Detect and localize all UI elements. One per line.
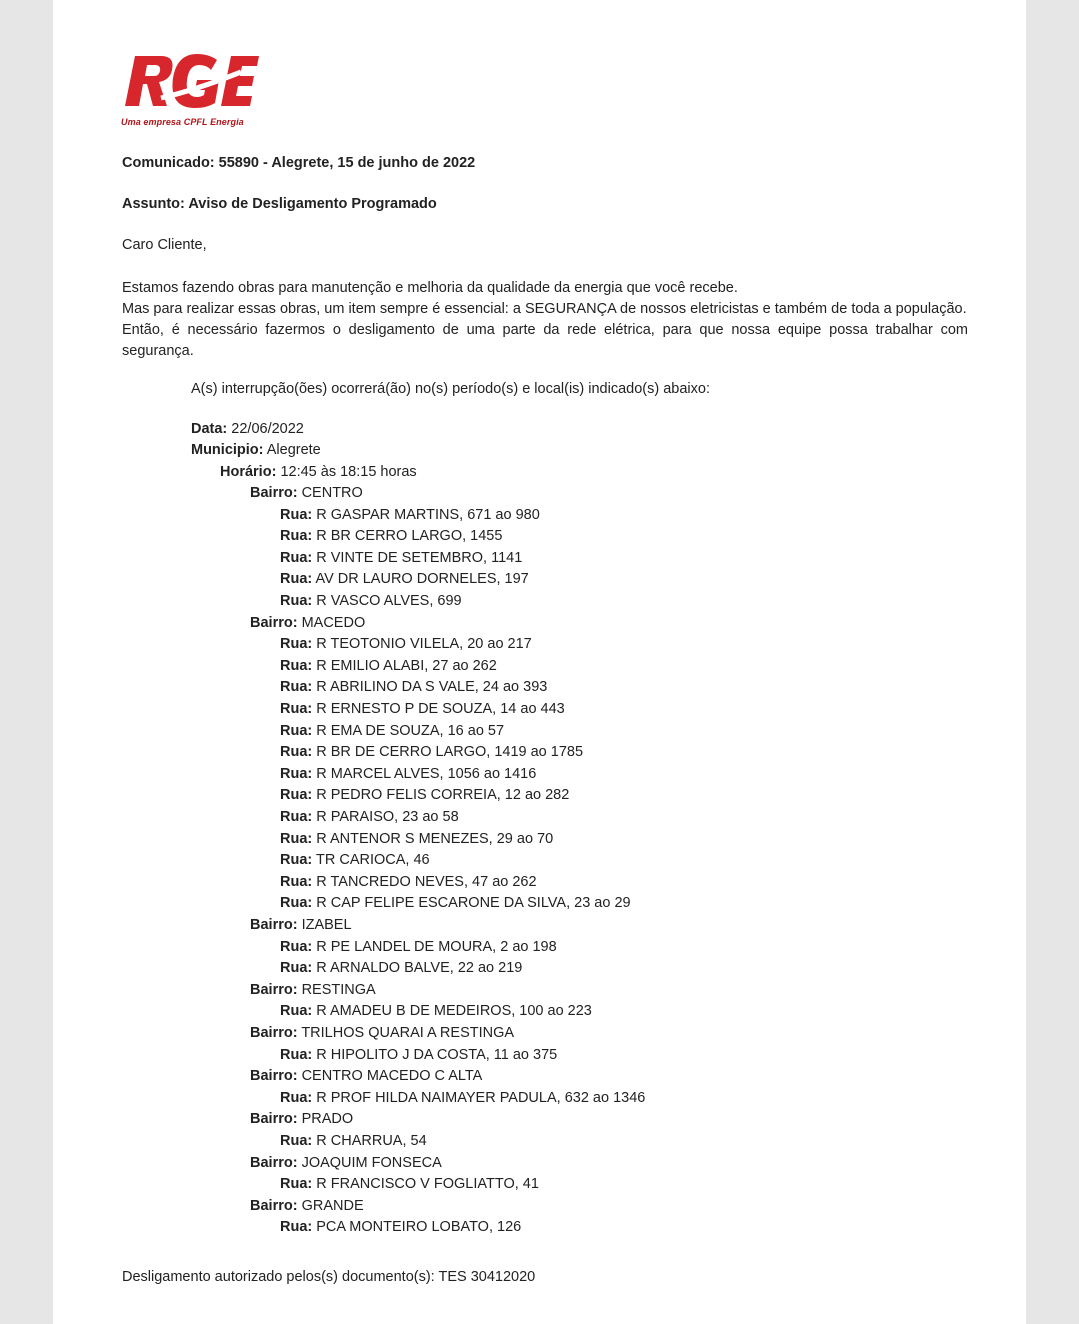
bairro-label: Bairro:	[250, 615, 298, 631]
bairro-label: Bairro:	[250, 1198, 298, 1214]
rua-value: R PEDRO FELIS CORREIA, 12 ao 282	[316, 787, 570, 803]
rua-label: Rua:	[280, 787, 313, 803]
rua-row	[280, 1090, 645, 1106]
horario-label: Horário:	[220, 464, 277, 480]
data-value: 22/06/2022	[231, 421, 304, 437]
body-line-2: Mas para realizar essas obras, um item sempre é essencial: a SEGURANÇA de nossos eletricistas e também de toda a população.	[122, 301, 967, 317]
rua-row	[280, 960, 522, 976]
rua-row	[280, 766, 536, 782]
bairro-name: PRADO	[301, 1111, 354, 1127]
footer-line: Desligamento autorizado pelos(s) documento(s): TES 30412020	[122, 1269, 536, 1285]
bairro-row	[250, 1111, 353, 1127]
bairro-name: CENTRO MACEDO C ALTA	[301, 1068, 483, 1084]
rua-label: Rua:	[280, 831, 313, 847]
rua-label: Rua:	[280, 507, 313, 523]
rua-label: Rua:	[280, 1176, 313, 1192]
rua-value: R GASPAR MARTINS, 671 ao 980	[316, 507, 540, 523]
rua-label: Rua:	[280, 571, 313, 587]
bairro-name: TRILHOS QUARAI A RESTINGA	[301, 1025, 515, 1041]
rua-label: Rua:	[280, 852, 313, 868]
rua-value: AV DR LAURO DORNELES, 197	[315, 571, 529, 587]
body-line-1: Estamos fazendo obras para manutenção e melhoria da qualidade da energia que você recebe.	[122, 280, 738, 296]
rua-value: R AMADEU B DE MEDEIROS, 100 ao 223	[316, 1003, 592, 1019]
rua-row	[280, 1133, 427, 1149]
rua-label: Rua:	[280, 809, 313, 825]
rua-row	[280, 550, 522, 566]
assunto-line: Assunto: Aviso de Desligamento Programado	[122, 196, 437, 212]
bairro-name: IZABEL	[301, 917, 352, 933]
rua-value: R EMA DE SOUZA, 16 ao 57	[316, 723, 505, 739]
bairro-label: Bairro:	[250, 485, 298, 501]
rua-row	[280, 1003, 592, 1019]
bairro-label: Bairro:	[250, 1068, 298, 1084]
rua-value: R EMILIO ALABI, 27 ao 262	[316, 658, 497, 674]
rua-value: R BR CERRO LARGO, 1455	[316, 528, 503, 544]
rua-value: R ABRILINO DA S VALE, 24 ao 393	[316, 679, 548, 695]
horario-row	[220, 464, 417, 480]
rua-label: Rua:	[280, 744, 313, 760]
rua-row	[280, 571, 529, 587]
greeting: Caro Cliente,	[122, 237, 207, 253]
rua-label: Rua:	[280, 1003, 313, 1019]
bairro-row	[250, 485, 363, 501]
rua-row	[280, 895, 631, 911]
rua-row	[280, 507, 540, 523]
rua-row	[280, 744, 583, 760]
rua-label: Rua:	[280, 723, 313, 739]
municipio-value: Alegrete	[266, 442, 321, 458]
bairro-name: GRANDE	[301, 1198, 364, 1214]
bairro-label: Bairro:	[250, 917, 298, 933]
rge-logo-mark	[121, 50, 261, 112]
data-label: Data:	[191, 421, 228, 437]
rua-value: R CAP FELIPE ESCARONE DA SILVA, 23 ao 29	[316, 895, 631, 911]
rua-row	[280, 1219, 521, 1235]
municipio-label: Municipio:	[191, 442, 264, 458]
rua-row	[280, 1047, 557, 1063]
rua-value: R CHARRUA, 54	[316, 1133, 427, 1149]
rua-label: Rua:	[280, 528, 313, 544]
bairro-row	[250, 615, 365, 631]
rua-value: R VINTE DE SETEMBRO, 1141	[316, 550, 523, 566]
rua-label: Rua:	[280, 593, 313, 609]
rua-value: TR CARIOCA, 46	[316, 852, 430, 868]
bairro-label: Bairro:	[250, 1025, 298, 1041]
rua-label: Rua:	[280, 874, 313, 890]
bairro-name: MACEDO	[301, 615, 366, 631]
rua-row	[280, 593, 462, 609]
rua-value: PCA MONTEIRO LOBATO, 126	[316, 1219, 522, 1235]
rua-row	[280, 939, 557, 955]
body-line-4: segurança.	[122, 343, 194, 359]
bairro-row	[250, 917, 352, 933]
body-paragraph	[122, 278, 968, 362]
rua-label: Rua:	[280, 701, 313, 717]
rua-label: Rua:	[280, 895, 313, 911]
bairro-row	[250, 1198, 364, 1214]
bairro-row	[250, 1155, 442, 1171]
rua-label: Rua:	[280, 1047, 313, 1063]
bairro-label: Bairro:	[250, 1111, 298, 1127]
rua-row	[280, 636, 532, 652]
intro-line: A(s) interrupção(ões) ocorrerá(ão) no(s) período(s) e local(is) indicado(s) abaixo:	[191, 381, 710, 397]
bairro-row	[250, 1068, 482, 1084]
rua-value: R TANCREDO NEVES, 47 ao 262	[316, 874, 537, 890]
rua-label: Rua:	[280, 1090, 313, 1106]
logo-tagline: Uma empresa CPFL Energia	[121, 117, 244, 127]
bairro-name: RESTINGA	[301, 982, 376, 998]
body-line-3: Então, é necessário fazermos o desligamento de uma parte da rede elétrica, para que nossa equipe possa trabalhar com	[122, 322, 968, 338]
rua-row	[280, 528, 502, 544]
rua-row	[280, 874, 537, 890]
rua-value: R MARCEL ALVES, 1056 ao 1416	[316, 766, 537, 782]
rua-value: R ANTENOR S MENEZES, 29 ao 70	[316, 831, 554, 847]
rua-value: R FRANCISCO V FOGLIATTO, 41	[316, 1176, 539, 1192]
municipio-row	[191, 442, 321, 458]
rua-row	[280, 1176, 539, 1192]
rua-value: R VASCO ALVES, 699	[316, 593, 462, 609]
rua-value: R PE LANDEL DE MOURA, 2 ao 198	[316, 939, 557, 955]
bairro-name: JOAQUIM FONSECA	[301, 1155, 442, 1171]
rua-label: Rua:	[280, 960, 313, 976]
rua-row	[280, 723, 504, 739]
rua-label: Rua:	[280, 550, 313, 566]
bairro-row	[250, 1025, 514, 1041]
document-page	[53, 0, 1026, 1324]
bairro-row	[250, 982, 376, 998]
rua-label: Rua:	[280, 766, 313, 782]
rua-label: Rua:	[280, 939, 313, 955]
rua-row	[280, 787, 569, 803]
rua-value: R ARNALDO BALVE, 22 ao 219	[316, 960, 523, 976]
rua-value: R PROF HILDA NAIMAYER PADULA, 632 ao 1346	[316, 1090, 646, 1106]
data-row	[191, 421, 304, 437]
bairro-label: Bairro:	[250, 1155, 298, 1171]
bairro-label: Bairro:	[250, 982, 298, 998]
rua-row	[280, 852, 430, 868]
rua-row	[280, 658, 497, 674]
rua-label: Rua:	[280, 636, 313, 652]
rua-value: R BR DE CERRO LARGO, 1419 ao 1785	[316, 744, 584, 760]
rua-row	[280, 679, 547, 695]
bairro-name: CENTRO	[301, 485, 363, 501]
rua-label: Rua:	[280, 679, 313, 695]
rua-value: R TEOTONIO VILELA, 20 ao 217	[316, 636, 532, 652]
rua-value: R PARAISO, 23 ao 58	[316, 809, 459, 825]
rua-label: Rua:	[280, 1133, 313, 1149]
rua-value: R ERNESTO P DE SOUZA, 14 ao 443	[316, 701, 565, 717]
rua-row	[280, 809, 459, 825]
rua-label: Rua:	[280, 658, 313, 674]
rua-value: R HIPOLITO J DA COSTA, 11 ao 375	[316, 1047, 558, 1063]
rua-label: Rua:	[280, 1219, 313, 1235]
rua-row	[280, 701, 565, 717]
rua-row	[280, 831, 553, 847]
horario-value: 12:45 às 18:15 horas	[280, 464, 417, 480]
comunicado-line: Comunicado: 55890 - Alegrete, 15 de junho de 2022	[122, 155, 476, 171]
rge-logo	[121, 50, 261, 130]
